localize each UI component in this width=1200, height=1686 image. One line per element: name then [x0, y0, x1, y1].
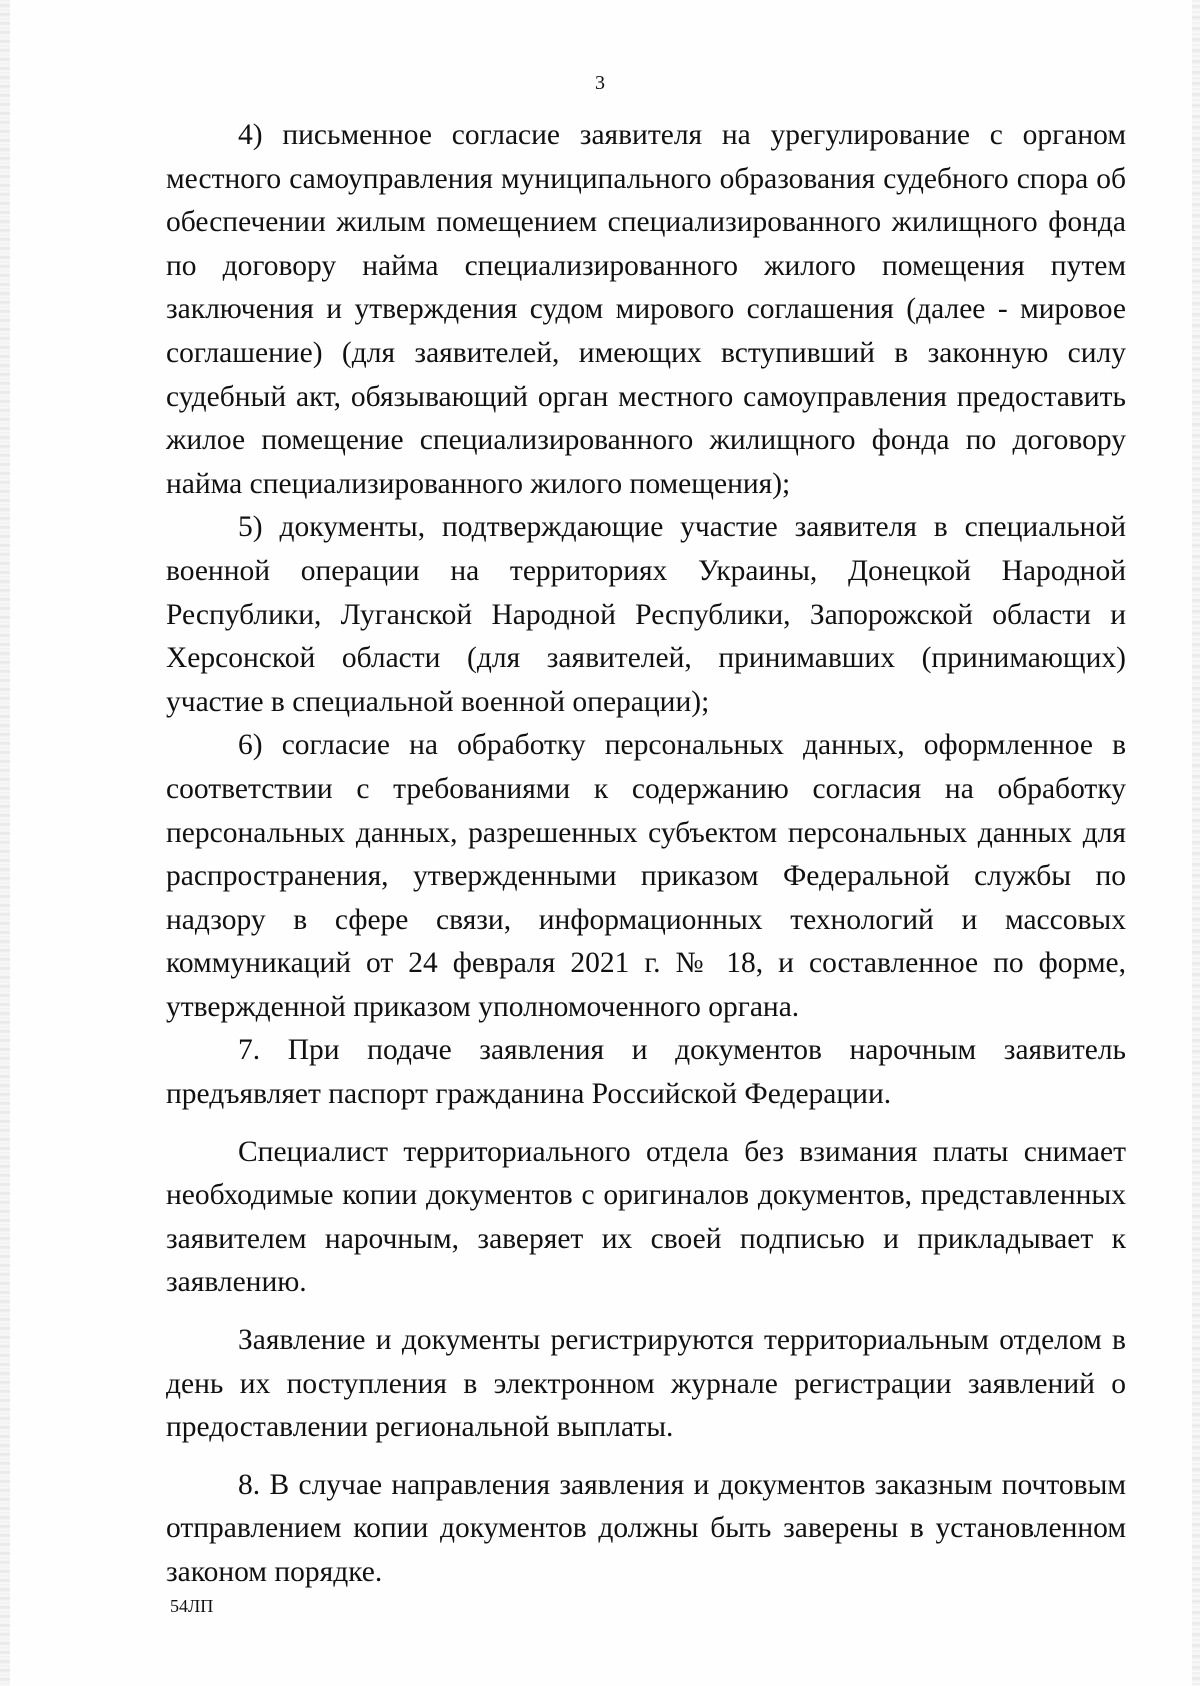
paragraph-registration: Заявление и документы регистрируются территориальным отделом в день их поступления в электронном журнале регистрации заявлений о предоставлении региональной выплаты. — [166, 1324, 1126, 1444]
scan-edge-right — [1192, 0, 1200, 1686]
paragraph-clause-7: 7. При подаче заявления и документов нарочным заявитель предъявляет паспорт гражданина Российской Федерации. — [166, 1034, 1126, 1111]
paragraph-clause-8: 8. В случае направления заявления и документов заказным почтовым отправлением копии документов должны быть заверены в установленном законом порядке. — [166, 1468, 1126, 1588]
paragraph-specialist: Специалист территориального отдела без взимания платы снимает необходимые копии документов с оригиналов документов, представленных заявителем нарочным, заверяет их своей подписью и прикладывает к заявлению. — [166, 1135, 1126, 1299]
document-body — [166, 114, 1126, 1595]
paragraph-item-6: 6) согласие на обработку персональных данных, оформленное в соответствии с требованиями к содержанию согласия на обработку персональных данных, разрешенных субъектом персональных данных для распространения, утвержденными приказом Федеральной службы по надзору в сфере связи, информационных технологий и массовых коммуникаций от 24 февраля 2021 г. № 18, и составленное по форме, утвержденной приказом уполномоченного органа. — [166, 729, 1126, 1023]
scan-edge-left — [0, 0, 10, 1686]
page-number: 3 — [595, 72, 605, 94]
document-code: 54ЛП — [170, 1596, 214, 1616]
paragraph-item-4: 4) письменное согласие заявителя на урегулирование с органом местного самоуправления муниципального образования судебного спора об обеспечении жилым помещением специализированного жилищного фонда по договору найма специализированного жилого помещения путем заключения и утверждения судом мирового соглашения (далее - мировое соглашение) (для заявителей, имеющих вступивший в законную силу судебный акт, обязывающий орган местного самоуправления предоставить жилое помещение специализированного жилищного фонда по договору найма специализированного жилого помещения); — [166, 119, 1126, 500]
paragraph-item-5: 5) документы, подтверждающие участие заявителя в специальной военной операции на территориях Украины, Донецкой Народной Республики, Луганской Народной Республики, Запорожской области и Херсонской области (для заявителей, принимавших (принимающих) участие в специальной военной операции); — [166, 511, 1126, 718]
